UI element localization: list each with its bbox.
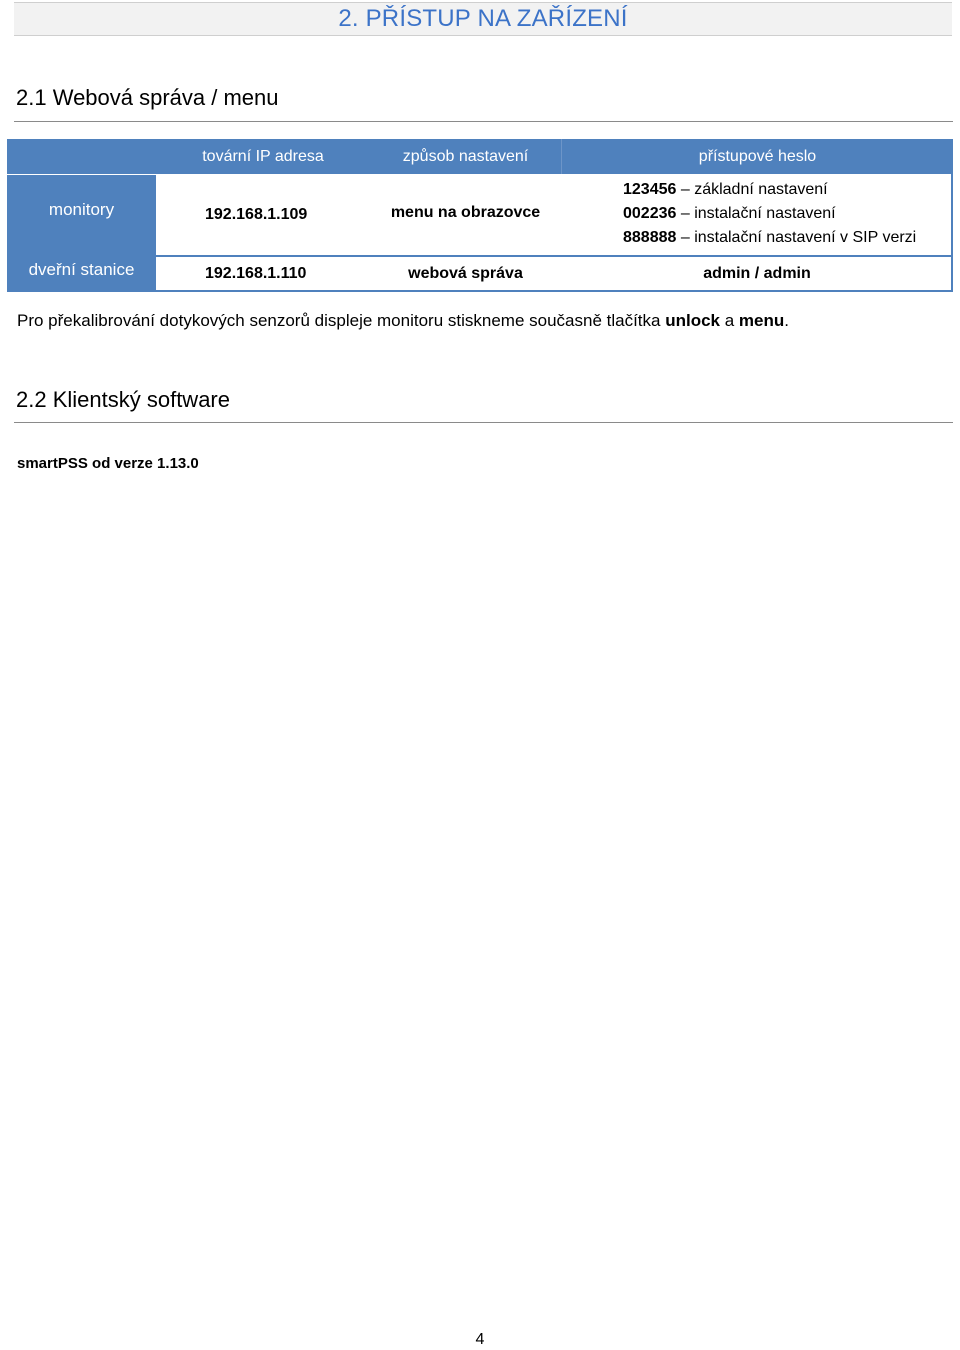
table-row-method bbox=[370, 174, 561, 257]
table-border bbox=[951, 174, 953, 292]
note-text: Pro překalibrování dotykových senzorů displeje monitoru stiskneme současně tlačítka bbox=[17, 311, 666, 330]
table-header-corner bbox=[7, 139, 156, 174]
software-version: smartPSS od verze 1.13.0 bbox=[17, 455, 199, 472]
section-title-web: 2.1 Webová správa / menu bbox=[16, 85, 279, 110]
note-text: a bbox=[720, 311, 739, 330]
page-number: 4 bbox=[475, 1331, 485, 1348]
row-header-monitors: monitory bbox=[7, 174, 156, 257]
ip-address: 192.168.1.109 bbox=[205, 206, 308, 223]
password-description: – instalační nastavení v SIP verzi bbox=[680, 229, 917, 246]
ip-address: 192.168.1.110 bbox=[205, 265, 307, 282]
calibration-note bbox=[17, 309, 789, 333]
section-divider bbox=[14, 121, 953, 122]
table-header-ip: tovární IP adresa bbox=[156, 139, 370, 174]
password-description: – instalační nastavení bbox=[680, 205, 836, 222]
password-code: 123456 bbox=[623, 181, 677, 198]
table-row-password bbox=[561, 257, 953, 292]
password-entry bbox=[623, 178, 953, 202]
password-entry bbox=[623, 202, 953, 226]
note-text: . bbox=[784, 311, 789, 330]
setup-method: menu na obrazovce bbox=[390, 204, 541, 221]
password-code: 002236 bbox=[623, 205, 677, 222]
section-title-software: 2.2 Klientský software bbox=[16, 387, 230, 412]
menu-button-label: menu bbox=[738, 311, 785, 330]
table-header-method: způsob nastavení bbox=[370, 139, 561, 174]
table-row bbox=[156, 174, 370, 257]
password-value: admin / admin bbox=[703, 265, 811, 282]
table-header-password: přístupové heslo bbox=[561, 139, 953, 174]
chapter-header bbox=[14, 2, 952, 36]
section-divider bbox=[14, 422, 953, 423]
password-description: – základní nastavení bbox=[680, 181, 828, 198]
row-header-door-stations: dveřní stanice bbox=[7, 257, 156, 292]
table-row-method bbox=[370, 257, 561, 292]
unlock-button-label: unlock bbox=[665, 311, 721, 330]
table-row bbox=[156, 257, 370, 292]
password-entry bbox=[623, 226, 953, 250]
setup-method: webová správa bbox=[408, 265, 523, 282]
chapter-title: 2. PŘÍSTUP NA ZAŘÍZENÍ bbox=[338, 5, 628, 32]
password-code: 888888 bbox=[623, 229, 677, 246]
password-list bbox=[561, 174, 953, 257]
access-table bbox=[7, 139, 953, 292]
